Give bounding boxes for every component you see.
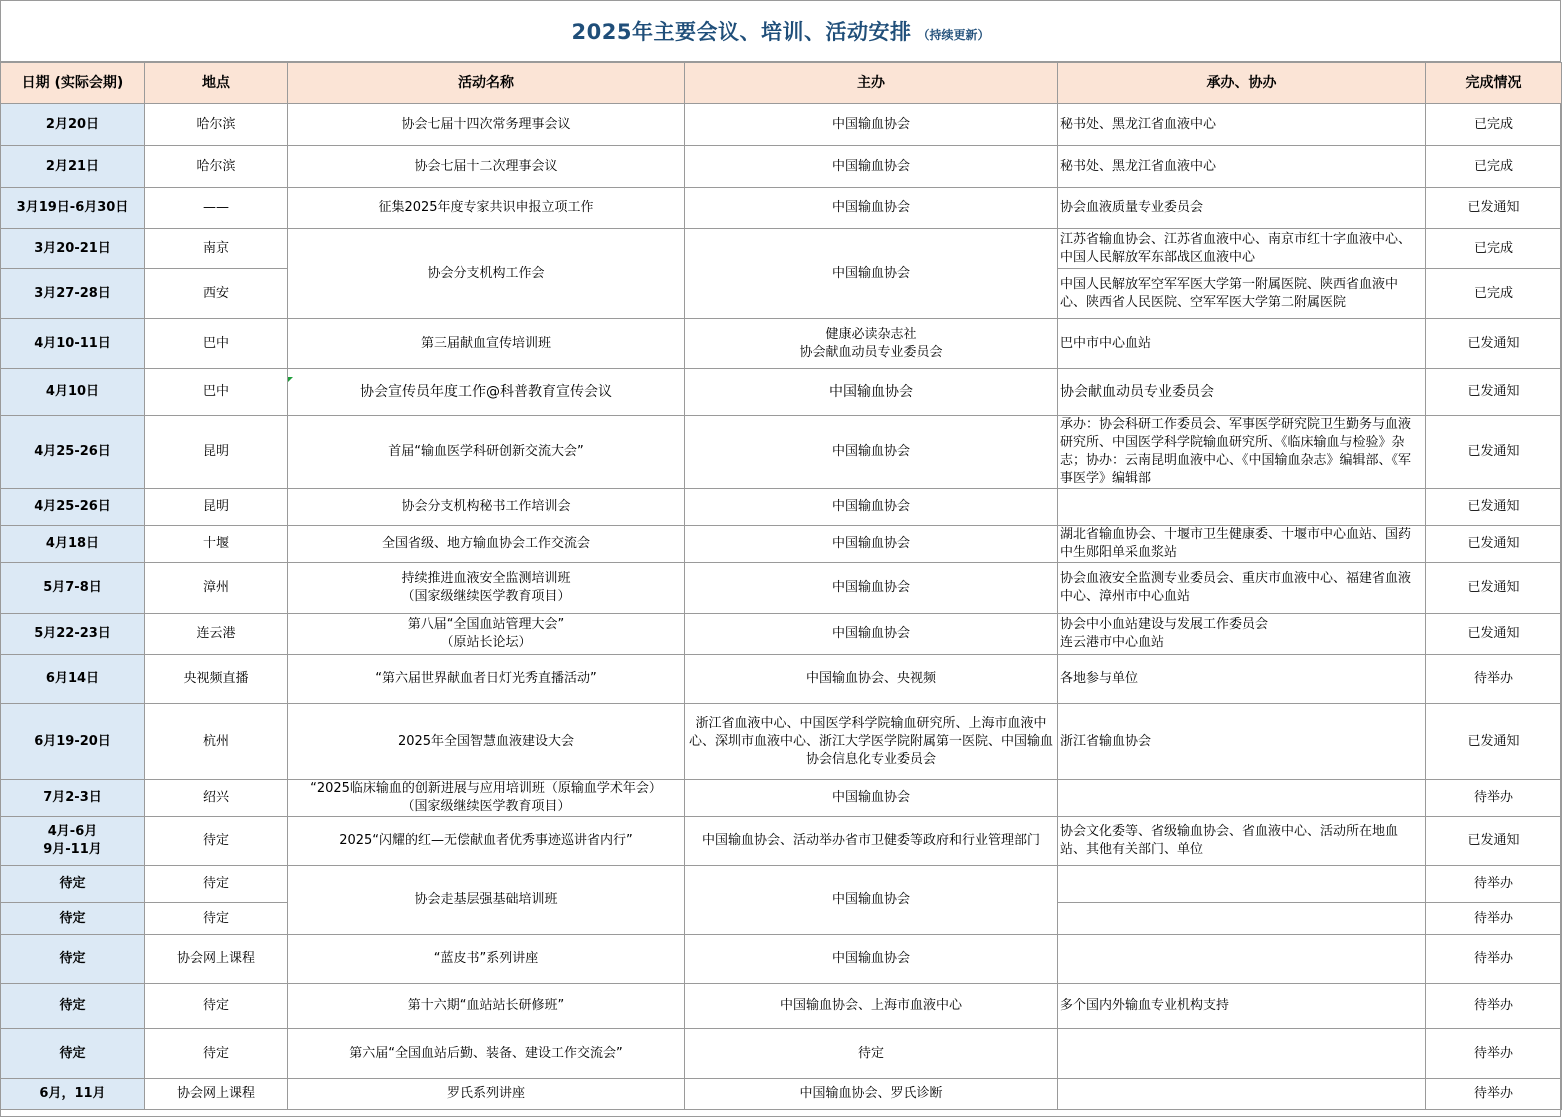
date-cell[interactable]: 3月19日-6月30日 (1, 188, 145, 229)
status-cell[interactable]: 已完成 (1426, 146, 1562, 188)
status-cell[interactable]: 已完成 (1426, 229, 1562, 269)
date-cell[interactable]: 2月20日 (1, 104, 145, 146)
activity-name-cell[interactable]: 征集2025年度专家共识申报立项工作 (288, 188, 685, 229)
status-cell[interactable]: 已发通知 (1426, 319, 1562, 369)
place-cell[interactable]: 西安 (145, 269, 288, 319)
place-cell[interactable]: 巴中 (145, 369, 288, 416)
date-cell[interactable]: 4月18日 (1, 526, 145, 563)
date-cell[interactable]: 5月22-23日 (1, 614, 145, 655)
host-cell[interactable]: 中国输血协会 (685, 563, 1058, 614)
date-cell[interactable]: 4月10日 (1, 369, 145, 416)
status-cell[interactable]: 已发通知 (1426, 489, 1562, 526)
co-host-cell[interactable] (1058, 1029, 1426, 1079)
host-cell[interactable]: 中国输血协会、央视频 (685, 655, 1058, 704)
status-cell[interactable]: 待举办 (1426, 903, 1562, 935)
place-cell[interactable]: 协会网上课程 (145, 935, 288, 984)
co-host-cell[interactable] (1058, 866, 1426, 903)
co-host-cell[interactable] (1058, 489, 1426, 526)
status-cell[interactable]: 待举办 (1426, 655, 1562, 704)
date-cell[interactable]: 待定 (1, 866, 145, 903)
table-row (1, 489, 1562, 526)
place-cell[interactable]: 待定 (145, 1029, 288, 1079)
place-cell[interactable]: 哈尔滨 (145, 146, 288, 188)
table-row (1, 704, 1562, 780)
date-cell[interactable]: 待定 (1, 935, 145, 984)
date-cell[interactable]: 4月-6月 9月-11月 (1, 817, 145, 866)
date-cell[interactable]: 5月7-8日 (1, 563, 145, 614)
table-row (1, 655, 1562, 704)
place-cell[interactable]: 杭州 (145, 704, 288, 780)
co-host-cell[interactable]: 江苏省输血协会、江苏省血液中心、南京市红十字血液中心、中国人民解放军东部战区血液中心 (1058, 229, 1426, 269)
status-cell[interactable]: 已发通知 (1426, 369, 1562, 416)
place-cell[interactable]: 绍兴 (145, 780, 288, 817)
host-cell[interactable]: 中国输血协会 (685, 146, 1058, 188)
column-header-co[interactable]: 承办、协办 (1058, 63, 1426, 104)
host-cell[interactable]: 中国输血协会 (685, 780, 1058, 817)
place-cell[interactable]: 昆明 (145, 489, 288, 526)
host-cell[interactable]: 浙江省血液中心、中国医学科学院输血研究所、上海市血液中心、深圳市血液中心、浙江大学医学院附属第一医院、中国输血协会信息化专业委员会 (685, 704, 1058, 780)
table-row (1, 817, 1562, 866)
host-cell[interactable]: 中国输血协会 (685, 104, 1058, 146)
table-row (1, 104, 1562, 146)
date-cell[interactable]: 3月27-28日 (1, 269, 145, 319)
host-cell[interactable]: 中国输血协会 (685, 935, 1058, 984)
activity-name-cell[interactable]: 协会分支机构工作会 (288, 229, 685, 319)
place-cell[interactable]: 待定 (145, 903, 288, 935)
host-cell[interactable]: 中国输血协会 (685, 866, 1058, 935)
date-cell[interactable]: 待定 (1, 984, 145, 1029)
host-cell[interactable]: 中国输血协会 (685, 614, 1058, 655)
place-cell[interactable]: 漳州 (145, 563, 288, 614)
activity-name-cell[interactable]: “蓝皮书”系列讲座 (288, 935, 685, 984)
co-host-cell[interactable] (1058, 903, 1426, 935)
host-cell[interactable]: 中国输血协会、罗氏诊断 (685, 1079, 1058, 1110)
activity-name-cell[interactable]: 罗氏系列讲座 (288, 1079, 685, 1110)
column-header-place[interactable]: 地点 (145, 63, 288, 104)
table-row (1, 416, 1562, 489)
table-row (1, 1029, 1562, 1079)
table-row (1, 229, 1562, 269)
activity-name-cell[interactable]: 协会分支机构秘书工作培训会 (288, 489, 685, 526)
date-cell[interactable]: 4月25-26日 (1, 489, 145, 526)
activity-name-cell[interactable]: “第六届世界献血者日灯光秀直播活动” (288, 655, 685, 704)
host-cell[interactable]: 中国输血协会 (685, 416, 1058, 489)
activity-name-cell[interactable]: 全国省级、地方输血协会工作交流会 (288, 526, 685, 563)
title-main: 2025年主要会议、培训、活动安排 (571, 20, 912, 44)
status-cell[interactable]: 待举办 (1426, 780, 1562, 817)
host-cell[interactable]: 中国输血协会 (685, 188, 1058, 229)
host-cell[interactable]: 中国输血协会、上海市血液中心 (685, 984, 1058, 1029)
host-cell[interactable]: 健康必读杂志社 协会献血动员专业委员会 (685, 319, 1058, 369)
host-cell[interactable]: 中国输血协会 (685, 229, 1058, 319)
header-row (1, 63, 1562, 104)
column-header-status[interactable]: 完成情况 (1426, 63, 1562, 104)
activity-name-cell[interactable]: “2025临床输血的创新进展与应用培训班（原输血学术年会） （国家级继续医学教育项目） (288, 780, 685, 817)
status-cell[interactable]: 已发通知 (1426, 817, 1562, 866)
date-cell[interactable]: 6月19-20日 (1, 704, 145, 780)
host-cell[interactable]: 待定 (685, 1029, 1058, 1079)
place-cell[interactable]: 待定 (145, 866, 288, 903)
date-cell[interactable]: 4月10-11日 (1, 319, 145, 369)
co-host-cell[interactable]: 秘书处、黑龙江省血液中心 (1058, 146, 1426, 188)
date-cell[interactable]: 6月，11月 (1, 1079, 145, 1110)
status-cell[interactable]: 已完成 (1426, 104, 1562, 146)
title-subtitle: （持续更新） (917, 27, 990, 42)
activity-name-cell[interactable]: 第八届“全国血站管理大会” （原站长论坛） (288, 614, 685, 655)
activity-name-cell[interactable]: 协会走基层强基础培训班 (288, 866, 685, 935)
status-cell[interactable]: 待举办 (1426, 1029, 1562, 1079)
schedule-table (0, 62, 1562, 1110)
co-host-cell[interactable]: 协会文化委等、省级输血协会、省血液中心、活动所在地血站、其他有关部门、单位 (1058, 817, 1426, 866)
table-row (1, 866, 1562, 903)
co-host-cell[interactable]: 中国人民解放军空军军医大学第一附属医院、陕西省血液中心、陕西省人民医院、空军军医大学第二附属医院 (1058, 269, 1426, 319)
status-cell[interactable]: 已发通知 (1426, 614, 1562, 655)
status-cell[interactable]: 已发通知 (1426, 704, 1562, 780)
place-cell[interactable]: 连云港 (145, 614, 288, 655)
date-cell[interactable]: 3月20-21日 (1, 229, 145, 269)
co-host-cell[interactable]: 浙江省输血协会 (1058, 704, 1426, 780)
table-row (1, 563, 1562, 614)
date-cell[interactable]: 4月25-26日 (1, 416, 145, 489)
activity-name-cell[interactable]: 持续推进血液安全监测培训班 （国家级继续医学教育项目） (288, 563, 685, 614)
sheet-title (1, 1, 1560, 62)
table-row (1, 780, 1562, 817)
activity-name-cell[interactable]: 2025“闪耀的红—无偿献血者优秀事迹巡讲省内行” (288, 817, 685, 866)
activity-name-cell[interactable]: 首届“输血医学科研创新交流大会” (288, 416, 685, 489)
co-host-cell[interactable]: 各地参与单位 (1058, 655, 1426, 704)
cell-comment-marker (288, 377, 293, 382)
co-host-cell[interactable]: 湖北省输血协会、十堰市卫生健康委、十堰市中心血站、国药中生郧阳单采血浆站 (1058, 526, 1426, 563)
status-cell[interactable]: 已发通知 (1426, 188, 1562, 229)
column-header-name[interactable]: 活动名称 (288, 63, 685, 104)
status-cell[interactable]: 待举办 (1426, 935, 1562, 984)
place-cell[interactable]: 巴中 (145, 319, 288, 369)
table-row (1, 935, 1562, 984)
co-host-cell[interactable]: 协会血液质量专业委员会 (1058, 188, 1426, 229)
co-host-cell[interactable]: 协会献血动员专业委员会 (1058, 369, 1426, 416)
date-cell[interactable]: 6月14日 (1, 655, 145, 704)
date-cell[interactable]: 7月2-3日 (1, 780, 145, 817)
column-header-host[interactable]: 主办 (685, 63, 1058, 104)
table-row (1, 984, 1562, 1029)
place-cell[interactable]: 协会网上课程 (145, 1079, 288, 1110)
date-cell[interactable]: 2月21日 (1, 146, 145, 188)
status-cell[interactable]: 已发通知 (1426, 563, 1562, 614)
co-host-cell[interactable]: 承办：协会科研工作委员会、军事医学研究院卫生勤务与血液研究所、中国医学科学院输血研究所、《临床输血与检验》杂志；协办：云南昆明血液中心、《中国输血杂志》编辑部、《军事医学》编辑部 (1058, 416, 1426, 489)
date-cell[interactable]: 待定 (1, 1029, 145, 1079)
co-host-cell[interactable] (1058, 935, 1426, 984)
co-host-cell[interactable]: 巴中市中心血站 (1058, 319, 1426, 369)
co-host-cell[interactable]: 秘书处、黑龙江省血液中心 (1058, 104, 1426, 146)
table-row (1, 319, 1562, 369)
host-cell[interactable]: 中国输血协会 (685, 369, 1058, 416)
co-host-cell[interactable]: 协会血液安全监测专业委员会、重庆市血液中心、福建省血液中心、漳州市中心血站 (1058, 563, 1426, 614)
activity-name-cell[interactable]: 协会七届十四次常务理事会议 (288, 104, 685, 146)
place-cell[interactable]: 昆明 (145, 416, 288, 489)
table-row (1, 526, 1562, 563)
place-cell[interactable]: —— (145, 188, 288, 229)
place-cell[interactable]: 央视频直播 (145, 655, 288, 704)
co-host-cell[interactable] (1058, 1079, 1426, 1110)
activity-name-cell[interactable]: 2025年全国智慧血液建设大会 (288, 704, 685, 780)
co-host-cell[interactable] (1058, 780, 1426, 817)
activity-name-cell[interactable]: 第三届献血宣传培训班 (288, 319, 685, 369)
table-row (1, 146, 1562, 188)
place-cell[interactable]: 哈尔滨 (145, 104, 288, 146)
status-cell[interactable]: 已完成 (1426, 269, 1562, 319)
place-cell[interactable]: 待定 (145, 817, 288, 866)
co-host-cell[interactable]: 协会中小血站建设与发展工作委员会 连云港市中心血站 (1058, 614, 1426, 655)
date-cell[interactable]: 待定 (1, 903, 145, 935)
activity-name-cell[interactable]: 协会宣传员年度工作@科普教育宣传会议 (288, 369, 685, 416)
status-cell[interactable]: 已发通知 (1426, 416, 1562, 489)
column-header-date[interactable]: 日期 (实际会期) (1, 63, 145, 104)
host-cell[interactable]: 中国输血协会 (685, 489, 1058, 526)
place-cell[interactable]: 南京 (145, 229, 288, 269)
table-row (1, 369, 1562, 416)
host-cell[interactable]: 中国输血协会、活动举办省市卫健委等政府和行业管理部门 (685, 817, 1058, 866)
place-cell[interactable]: 十堰 (145, 526, 288, 563)
table-row (1, 188, 1562, 229)
place-cell[interactable]: 待定 (145, 984, 288, 1029)
host-cell[interactable]: 中国输血协会 (685, 526, 1058, 563)
table-row (1, 1079, 1562, 1110)
activity-name-cell[interactable]: 第六届“全国血站后勤、装备、建设工作交流会” (288, 1029, 685, 1079)
status-cell[interactable]: 待举办 (1426, 1079, 1562, 1110)
status-cell[interactable]: 待举办 (1426, 866, 1562, 903)
co-host-cell[interactable]: 多个国内外输血专业机构支持 (1058, 984, 1426, 1029)
activity-name-cell[interactable]: 第十六期“血站站长研修班” (288, 984, 685, 1029)
table-row (1, 614, 1562, 655)
status-cell[interactable]: 已发通知 (1426, 526, 1562, 563)
activity-name-cell[interactable]: 协会七届十二次理事会议 (288, 146, 685, 188)
status-cell[interactable]: 待举办 (1426, 984, 1562, 1029)
